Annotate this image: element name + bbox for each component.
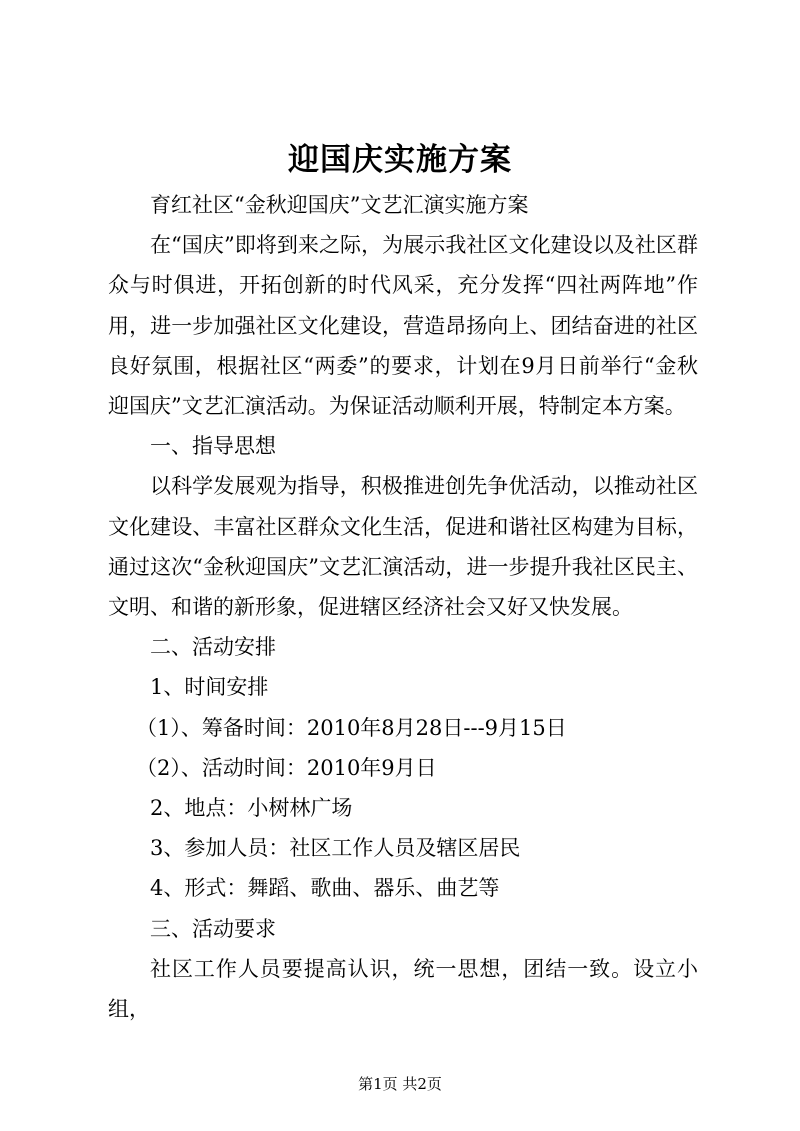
list-item-format: 4、形式：舞蹈、歌曲、器乐、曲艺等 <box>150 876 500 901</box>
section-heading-activity-arrangement: 二、活动安排 <box>150 635 276 660</box>
list-item-activity-time: （2）、活动时间：2010年9月日 <box>136 755 437 780</box>
section-heading-guiding-idea: 一、指导思想 <box>150 434 276 459</box>
guiding-idea-paragraph: 以科学发展观为指导，积极推进创先争优活动，以推动社区文化建设、丰富社区群众文化生活，促进和谐社区构建为目标，通过这次“金秋迎国庆”文艺汇演活动，进一步提升我社区民主、文明、和谐的新形象，促进辖区经济社会又好又快发展。 <box>108 474 698 620</box>
list-item-location: 2、地点：小树林广场 <box>150 796 353 821</box>
document-title: 迎国庆实施方案 <box>288 142 512 178</box>
intro-paragraph: 在“国庆”即将到来之际，为展示我社区文化建设以及社区群众与时俱进，开拓创新的时代风采，充分发挥“四社两阵地”作用，进一步加强社区文化建设，营造昂扬向上、团结奋进的社区良好氛围，根据社区“两委”的要求，计划在9月日前举行“金秋迎国庆”文艺汇演活动。为保证活动顺利开展，特制定本方案。 <box>108 233 698 419</box>
list-item-participants: 3、参加人员：社区工作人员及辖区居民 <box>150 836 521 861</box>
list-item-preparation-time: （1）、筹备时间：2010年8月28日---9月15日 <box>136 715 567 740</box>
requirements-paragraph: 社区工作人员要提高认识，统一思想，团结一致。设立小组， <box>108 956 698 1022</box>
section-heading-requirements: 三、活动要求 <box>150 916 276 941</box>
subheading-time-arrangement: 1、时间安排 <box>150 675 269 700</box>
subtitle-paragraph: 育红社区“金秋迎国庆”文艺汇演实施方案 <box>150 193 529 217</box>
document-body <box>108 185 698 1029</box>
page-footer: 第1页 共2页 <box>358 1075 442 1093</box>
